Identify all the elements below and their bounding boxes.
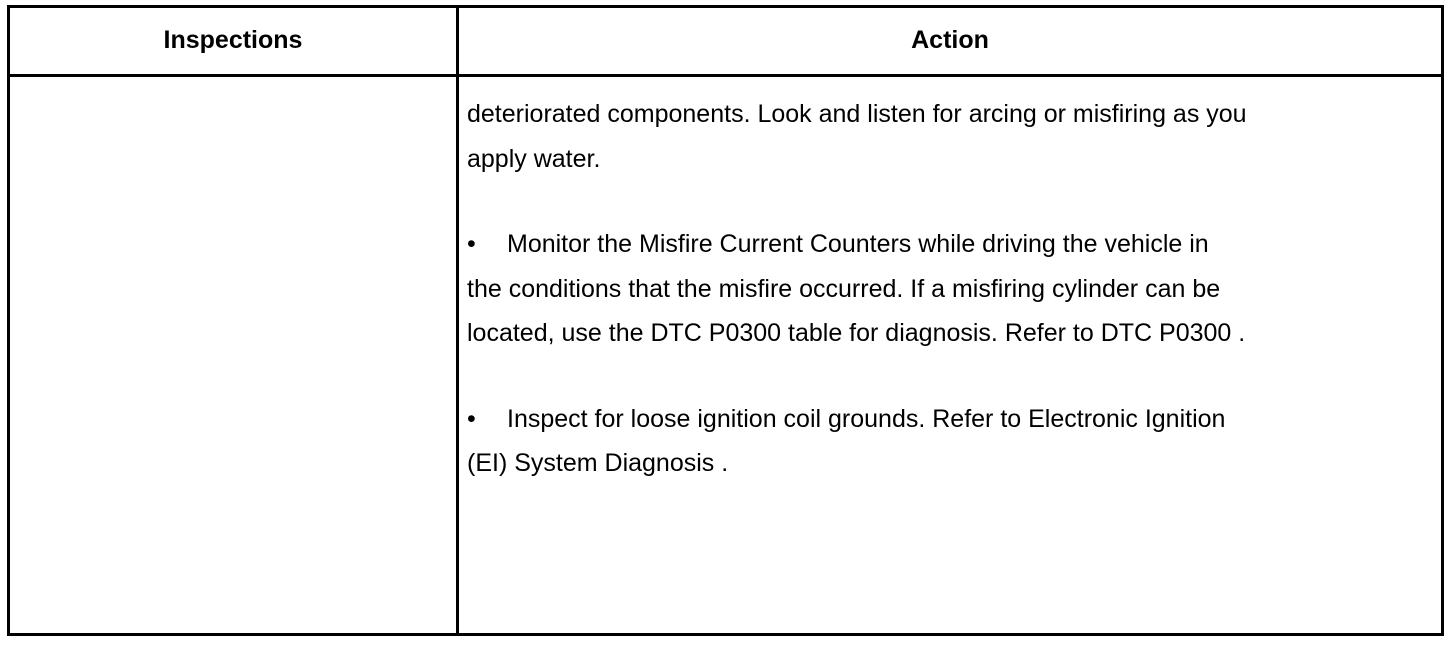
action-text-line: Inspect for loose ignition coil grounds. Refer to Electronic Ignition <box>507 404 1226 433</box>
column-header-inspections: Inspections <box>163 25 303 54</box>
column-divider <box>456 5 459 636</box>
action-text-line: deteriorated components. Look and listen for arcing or misfiring as you <box>467 100 1247 128</box>
action-text-line: apply water. <box>467 144 601 173</box>
table-right-border <box>1441 5 1444 636</box>
action-paragraph <box>467 92 1367 181</box>
bullet-icon: • <box>467 230 476 258</box>
action-bullet-inspect-grounds <box>467 397 1367 486</box>
column-header-action: Action <box>911 25 989 54</box>
action-bullet-monitor-misfire <box>467 222 1367 356</box>
action-text-line: located, use the DTC P0300 table for diagnosis. Refer to DTC P0300 . <box>467 319 1246 347</box>
action-text-line: Monitor the Misfire Current Counters while driving the vehicle in <box>507 230 1209 258</box>
bullet-icon: • <box>467 404 476 433</box>
table-bottom-border <box>7 633 1444 636</box>
action-cell <box>467 92 1367 486</box>
table-left-border <box>7 5 10 636</box>
action-text-line: (EI) System Diagnosis . <box>467 449 729 477</box>
action-text-line: the conditions that the misfire occurred. If a misfiring cylinder can be <box>467 274 1221 303</box>
